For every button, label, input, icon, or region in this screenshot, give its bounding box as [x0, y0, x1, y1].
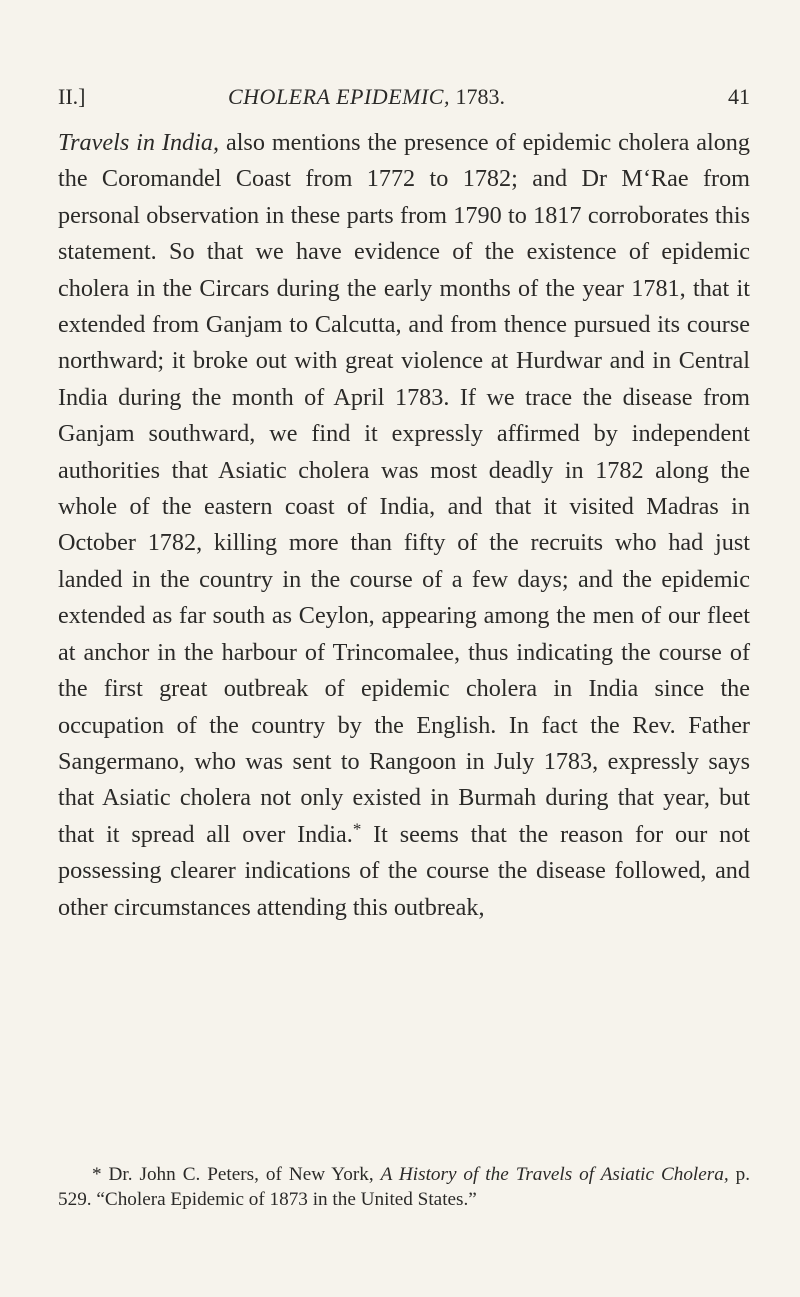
paragraph-text-2: It seems that the reason for our not possessing clearer indications of the course the disease followed, and other circumstances attending this outbreak,	[58, 820, 751, 921]
chapter-marker: II.]	[58, 84, 86, 109]
running-title-year: 1783.	[455, 84, 505, 109]
running-header	[58, 84, 750, 118]
page-number: 41	[728, 84, 750, 109]
book-title-italic: Travels in India,	[58, 129, 220, 156]
footnote-text-2: p. 529. “Cholera Epidemic of 1873 in the United States.”	[58, 1164, 750, 1210]
running-title-italic: CHOLERA EPIDEMIC,	[228, 84, 450, 109]
paragraph-text-1: also mentions the presence of epidemic cholera along the Coromandel Coast from 1772 to 1782; and Dr M‘Rae from personal observation in these parts from 1790 to 1817 corroborates this statement. So that we have evidence of the existence of epidemic cholera in the Circars during the early months of the year 1781, that it extended from Ganjam to Calcutta, and from thence pursued its course northward; it broke out with great violence at Hurdwar and in Central India during the month of April 1783. If we trace the disease from Ganjam southward, we find it expressly affirmed by independent authorities that Asiatic cholera was most deadly in 1782 along the whole of the eastern coast of India, and that it visited Madras in October 1782, killing more than fifty of the recruits who had just landed in the country in the course of a few days; and the epidemic extended as far south as Ceylon, appearing among the men of our fleet at anchor in the harbour of Trincomalee, thus indicating the course of the first great outbreak of epidemic cholera in India since the occupation of the country by the English. In fact the Rev. Father Sangermano, who was sent to Rangoon in July 1783, expressly says that Asiatic cholera not only existed in Burmah during that year, but that it spread all over India.	[58, 129, 750, 848]
footnote-marker: *	[92, 1164, 102, 1185]
running-title	[228, 84, 505, 110]
footnote-title-italic: A History of the Travels of Asiatic Cholera,	[380, 1164, 729, 1185]
main-paragraph	[58, 125, 750, 926]
footnote-reference: *	[352, 819, 362, 839]
footnote-text-1: Dr. John C. Peters, of New York,	[101, 1164, 381, 1185]
footnote	[58, 1162, 750, 1212]
